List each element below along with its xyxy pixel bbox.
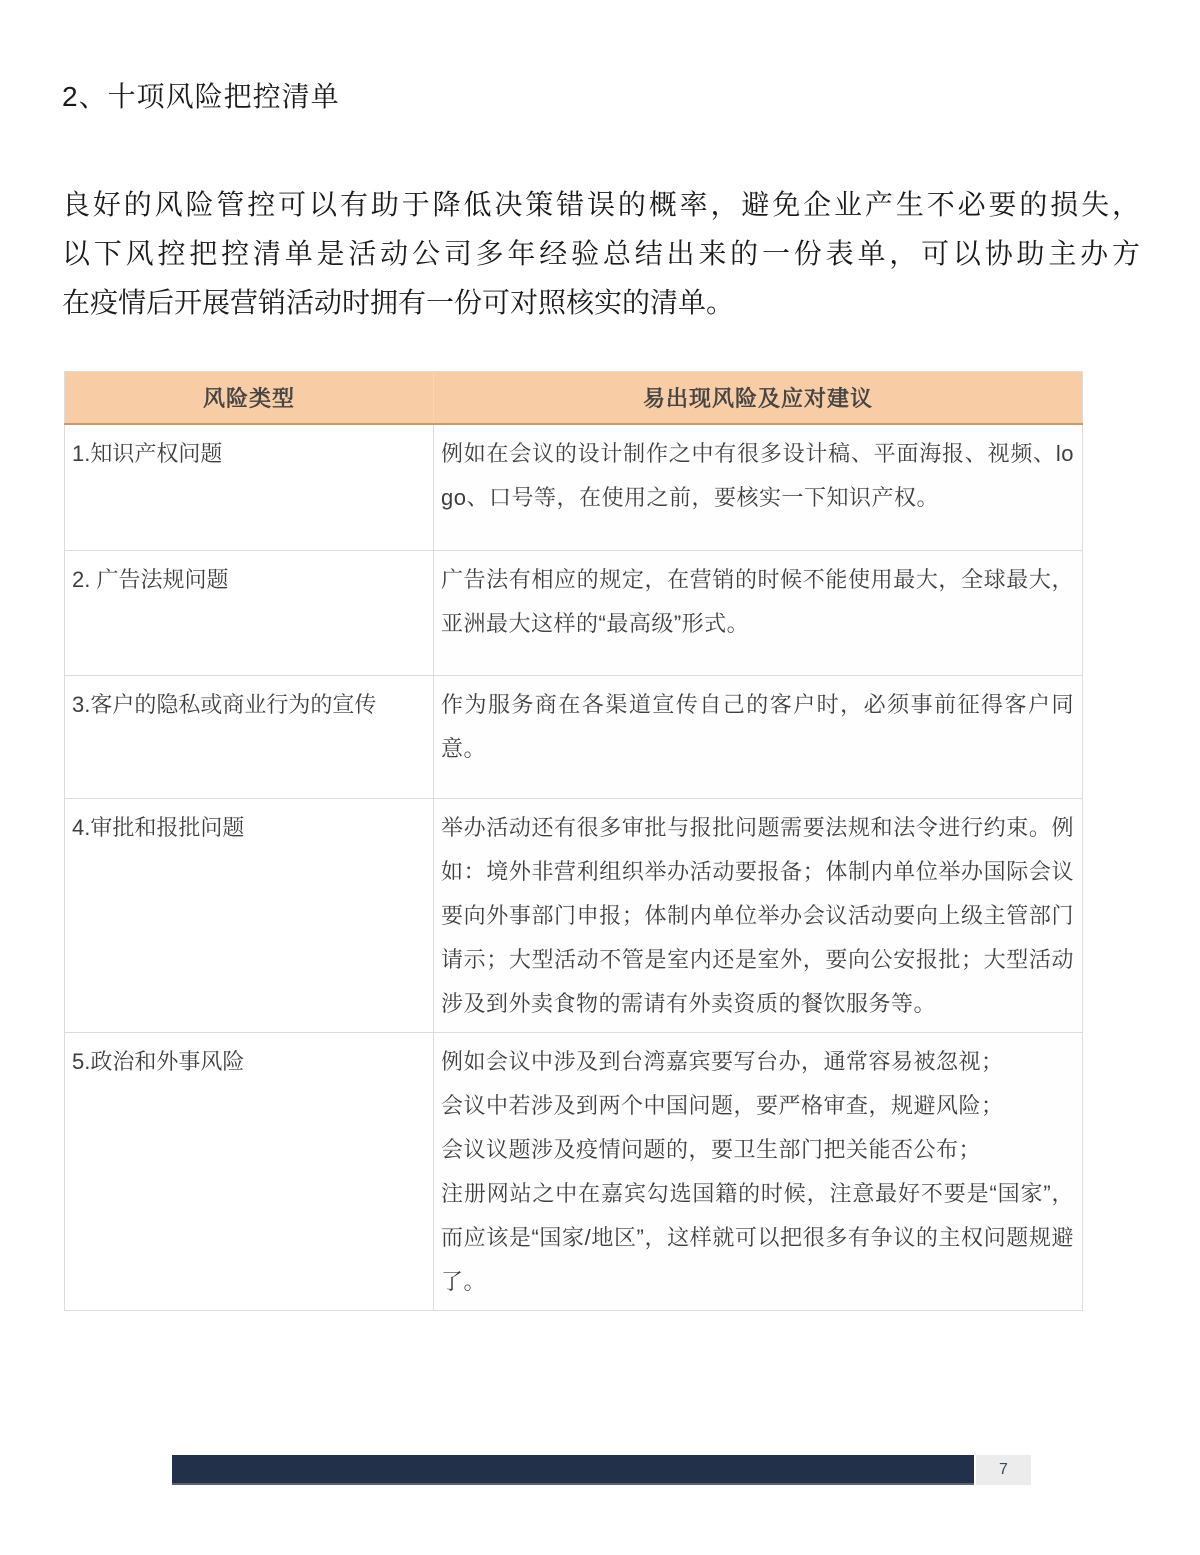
risk-type-cell: 3.客户的隐私或商业行为的宣传: [65, 676, 434, 799]
risk-advice-cell: [434, 1033, 1083, 1311]
advice-line: 作为服务商在各渠道宣传自己的客户时，必须事前征得客户同意。: [441, 692, 1074, 761]
advice-line: 会议中若涉及到两个中国问题，要严格审查，规避风险；: [441, 1093, 1004, 1118]
table-row: [65, 676, 1083, 799]
risk-table-body: [65, 424, 1083, 1311]
risk-advice-cell: [434, 551, 1083, 676]
advice-line: 广告法有相应的规定，在营销的时候不能使用最大，全球最大，亚洲最大这样的“最高级”形式。: [441, 567, 1074, 636]
column-header-advice: 易出现风险及应对建议: [434, 372, 1083, 424]
advice-line: 注册网站之中在嘉宾勾选国籍的时候，注意最好不要是“国家”，而应该是“国家/地区”，这样就可以把很多有争议的主权问题规避了。: [441, 1181, 1074, 1294]
footer-bar: [172, 1455, 974, 1485]
advice-line: 举办活动还有很多审批与报批问题需要法规和法令进行约束。例如：境外非营利组织举办活动要报备；体制内单位举办国际会议要向外事部门申报；体制内单位举办会议活动要向上级主管部门请示；大型活动不管是室内还是室外，要向公安报批；大型活动涉及到外卖食物的需请有外卖资质的餐饮服务等。: [441, 815, 1074, 1016]
risk-type-cell: 5.政治和外事风险: [65, 1033, 434, 1311]
table-row: [65, 424, 1083, 551]
intro-line: 以下风控把控清单是活动公司多年经验总结出来的一份表单，可以协助主办方: [62, 238, 1140, 269]
intro-paragraph: [62, 180, 1140, 327]
advice-line: 例如会议中涉及到台湾嘉宾要写台办，通常容易被忽视；: [441, 1049, 1004, 1074]
risk-advice-cell: [434, 424, 1083, 551]
risk-type-cell: 1.知识产权问题: [65, 424, 434, 551]
header-row: [65, 372, 1083, 424]
advice-line: 例如在会议的设计制作之中有很多设计稿、平面海报、视频、logo、口号等，在使用之前，要核实一下知识产权。: [441, 440, 1074, 510]
risk-type-cell: 4.审批和报批问题: [65, 799, 434, 1033]
advice-line: 会议议题涉及疫情问题的，要卫生部门把关能否公布；: [441, 1137, 982, 1162]
risk-table-header: [65, 372, 1083, 424]
page-number: 7: [976, 1455, 1031, 1485]
page-title: 2、十项风险把控清单: [62, 81, 340, 112]
risk-advice-cell: [434, 676, 1083, 799]
column-header-risk-type: 风险类型: [65, 372, 434, 424]
intro-line: 良好的风险管控可以有助于降低决策错误的概率，避免企业产生不必要的损失，: [62, 189, 1140, 220]
intro-line: 在疫情后开展营销活动时拥有一份可对照核实的清单。: [62, 287, 735, 318]
risk-table: [64, 371, 1083, 1311]
risk-type-cell: 2. 广告法规问题: [65, 551, 434, 676]
table-row: [65, 1033, 1083, 1311]
risk-advice-cell: [434, 799, 1083, 1033]
table-row: [65, 551, 1083, 676]
table-row: [65, 799, 1083, 1033]
page-footer: [0, 1455, 1200, 1487]
